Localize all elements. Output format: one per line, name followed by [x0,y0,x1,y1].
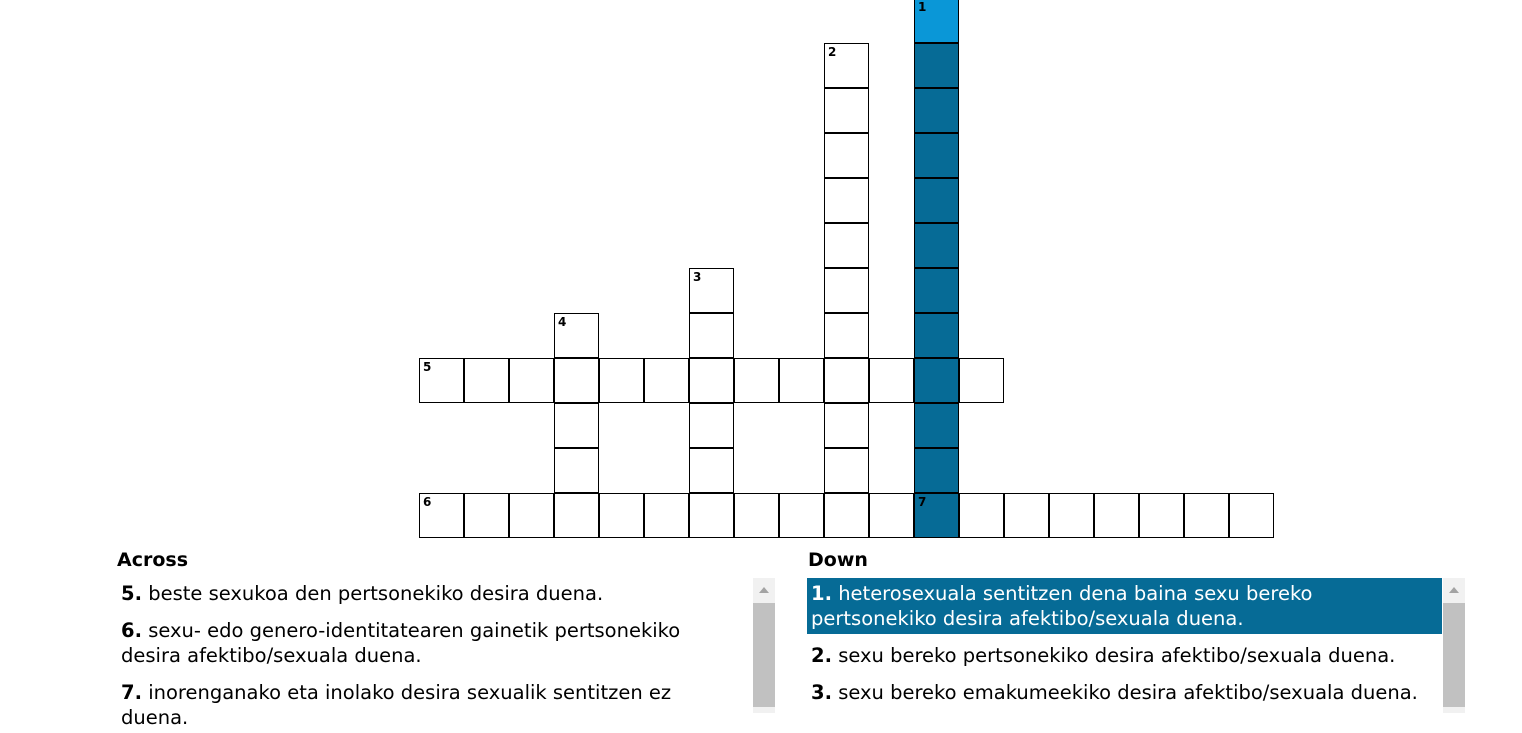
grid-cell[interactable] [869,358,914,403]
grid-cell[interactable] [734,493,779,538]
grid-cell[interactable] [419,358,464,403]
grid-cell[interactable] [824,493,869,538]
scroll-up-arrow-icon[interactable] [1449,587,1459,593]
across-clue-5[interactable]: 5. beste sexukoa den pertsonekiko desira duena. [121,582,604,605]
grid-cell[interactable] [1004,493,1049,538]
clue-number: 5 [423,360,432,374]
scrollbar-thumb[interactable] [1443,603,1465,707]
grid-cell[interactable] [914,268,959,313]
grid-cell[interactable] [824,178,869,223]
grid-cell[interactable] [689,403,734,448]
grid-cell[interactable] [1049,493,1094,538]
grid-cell[interactable] [914,448,959,493]
grid-cell[interactable] [554,448,599,493]
grid-cell[interactable] [914,358,959,403]
grid-cell[interactable] [959,358,1004,403]
grid-cell[interactable] [779,358,824,403]
grid-cell[interactable] [1139,493,1184,538]
grid-cell[interactable] [824,223,869,268]
grid-cell[interactable] [824,403,869,448]
grid-cell[interactable] [689,358,734,403]
grid-cell[interactable] [914,133,959,178]
grid-cell[interactable] [644,358,689,403]
grid-cell[interactable] [824,313,869,358]
grid-cell[interactable] [1094,493,1139,538]
across-clue-list[interactable] [117,578,737,729]
clue-number: 3 [693,270,702,284]
scroll-up-arrow-icon[interactable] [759,587,769,593]
grid-cell[interactable] [914,493,959,538]
grid-cell[interactable] [824,268,869,313]
grid-cell[interactable] [869,493,914,538]
grid-cell[interactable] [464,493,509,538]
grid-cell[interactable] [689,313,734,358]
grid-cell[interactable] [914,313,959,358]
grid-cell[interactable] [914,178,959,223]
grid-cell[interactable] [554,403,599,448]
grid-cell[interactable] [599,493,644,538]
clue-number: 6 [423,495,432,509]
grid-cell[interactable] [644,493,689,538]
grid-cell[interactable] [689,268,734,313]
grid-cell[interactable] [914,43,959,88]
grid-cell[interactable] [509,358,554,403]
across-scrollbar[interactable] [753,578,775,713]
across-clue-7[interactable]: 7. inorenganako eta inolako desira sexualik sentitzen ez duena. [121,681,672,729]
grid-cell[interactable] [824,133,869,178]
clue-number: 1 [918,0,927,14]
down-clue-1[interactable]: 1. heterosexuala sentitzen dena baina sexu bereko pertsonekiko desira afektibo/sexuala duena. [807,578,1442,634]
grid-cell[interactable] [824,43,869,88]
across-title: Across [117,549,189,571]
grid-cell[interactable] [734,358,779,403]
grid-cell[interactable] [464,358,509,403]
grid-cell[interactable] [419,493,464,538]
scrollbar-thumb[interactable] [753,603,775,707]
grid-cell[interactable] [599,358,644,403]
grid-cell[interactable] [824,448,869,493]
grid-cell[interactable] [914,0,959,43]
grid-cell[interactable] [914,403,959,448]
down-clue-3[interactable]: 3. sexu bereko emakumeekiko desira afektibo/sexuala duena. [811,681,1418,704]
grid-cell[interactable] [824,358,869,403]
grid-cell[interactable] [914,223,959,268]
grid-cell[interactable] [554,493,599,538]
down-title: Down [808,549,868,571]
grid-cell[interactable] [824,88,869,133]
clue-number: 7 [918,495,927,509]
clue-number: 2 [828,45,837,59]
clue-number: 4 [558,315,567,329]
grid-cell[interactable] [779,493,824,538]
grid-cell[interactable] [554,358,599,403]
grid-cell[interactable] [554,313,599,358]
grid-cell[interactable] [689,448,734,493]
grid-cell[interactable] [914,88,959,133]
grid-cell[interactable] [959,493,1004,538]
grid-cell[interactable] [1229,493,1274,538]
down-scrollbar[interactable] [1443,578,1465,713]
down-clue-list[interactable] [807,578,1442,713]
down-clue-2[interactable]: 2. sexu bereko pertsonekiko desira afektibo/sexuala duena. [811,644,1396,667]
across-clue-6[interactable]: 6. sexu- edo genero-identitatearen gainetik pertsonekiko desira afektibo/sexuala duena. [121,619,681,667]
grid-cell[interactable] [509,493,554,538]
grid-cell[interactable] [1184,493,1229,538]
grid-cell[interactable] [689,493,734,538]
